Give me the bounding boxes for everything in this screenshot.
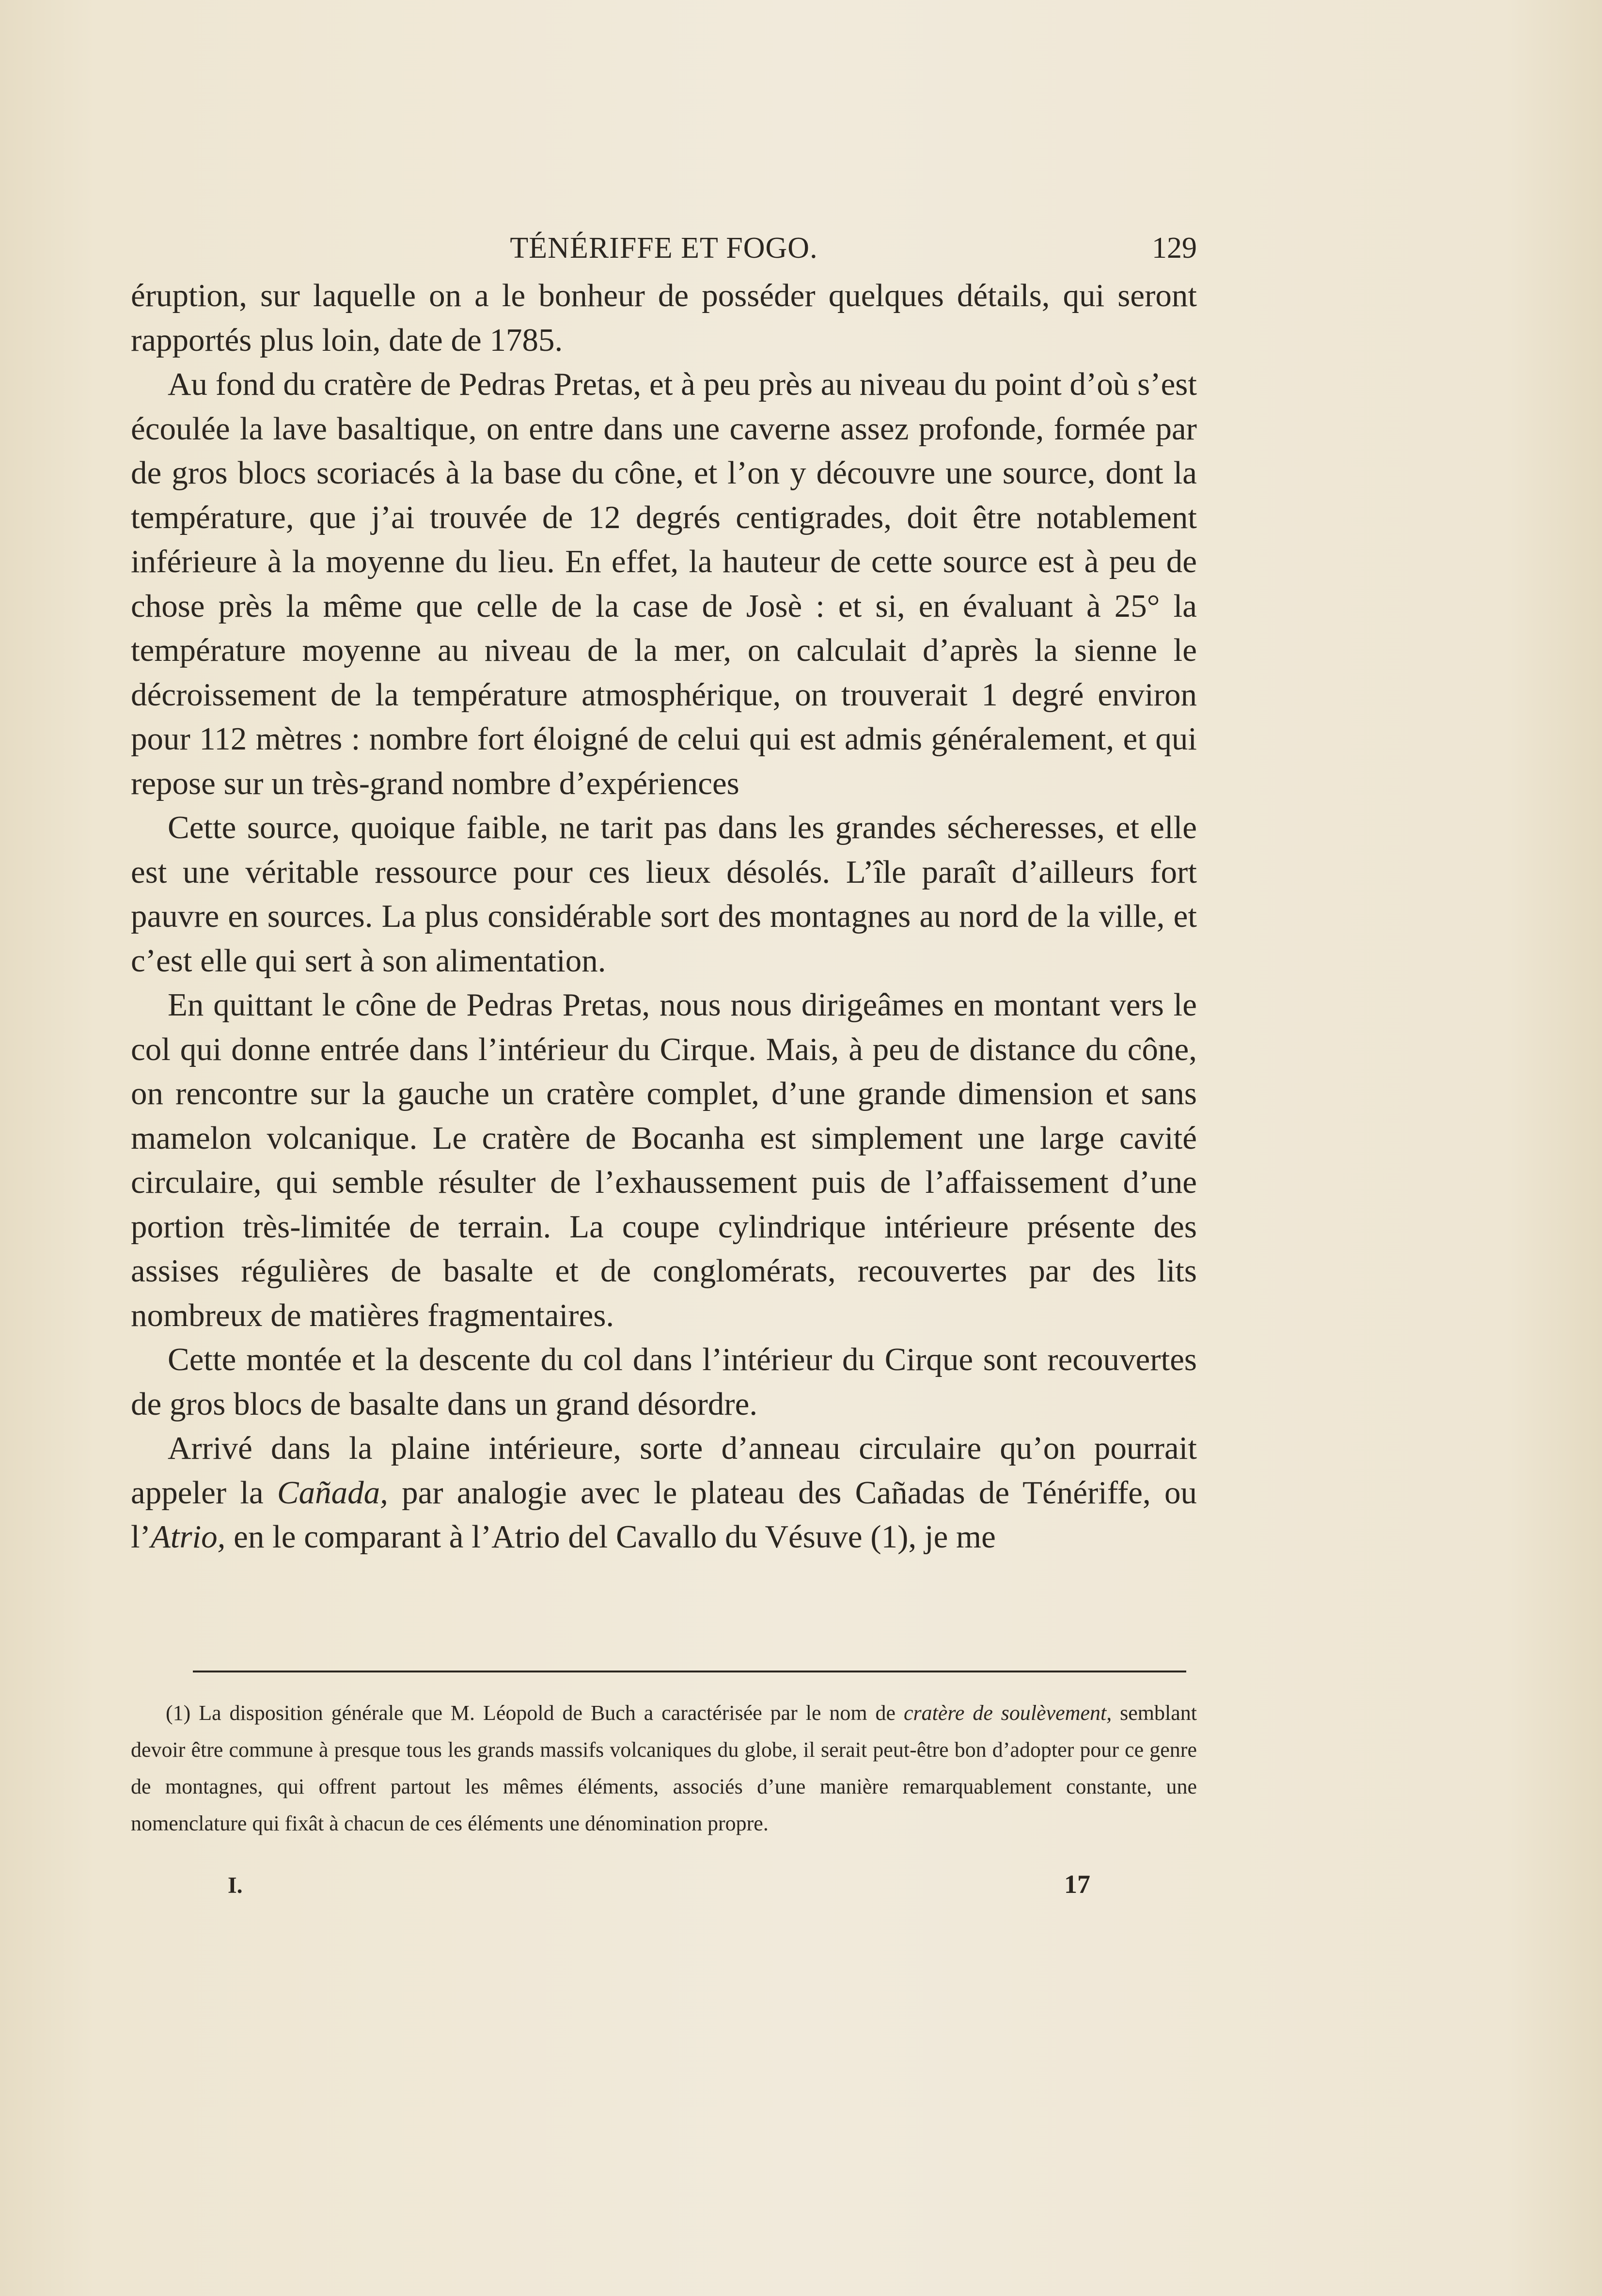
page-header — [131, 224, 1197, 272]
paragraph — [131, 362, 1197, 806]
paragraph — [131, 983, 1197, 1338]
text-span: Arrivé dans la plaine intérieure, sorte d’anneau circulaire qu’on pourrait appeler la — [131, 1430, 1197, 1511]
paragraph — [131, 274, 1197, 362]
page-number: 129 — [1152, 232, 1197, 265]
paragraph — [131, 1426, 1197, 1560]
footnote-paragraph — [131, 1695, 1197, 1842]
text-span: par analogie avec le plateau des Cañadas de Ténériffe, ou l’ — [131, 1474, 1197, 1555]
footnote — [131, 1695, 1197, 1842]
italic-text-span: Cañada, — [277, 1474, 388, 1511]
text-span: en le comparant à l’Atrio del Cavallo du Vésuve (1), je me — [225, 1519, 996, 1555]
signature-volume: I. — [228, 1873, 243, 1898]
italic-text-span: Atrio, — [150, 1519, 226, 1555]
italic-text-span: cratère de soulèvement, — [904, 1701, 1112, 1725]
text-span: En quittant le cône de Pedras Pretas, nous nous dirigeâmes en montant vers le col qui donne entrée dans l’intérieur du Cirque. Mais, à peu de distance du cône, on rencontre sur la gauche un cratère complet, d’une grande dimension et sans mamelon volcanique. Le cratère de Bocanha est simplement une large cavité circulaire, qui semble résulter de l’exhaussement puis de l’affaissement d’une portion très-limitée de terrain. La coupe cylindrique intérieure présente des assises régulières de basalte et de conglomérats, recouvertes par des lits nombreux de matières fragmentaires. — [131, 987, 1197, 1333]
text-span: éruption, sur laquelle on a le bonheur de posséder quelques détails, qui seront rapportés plus loin, date de 1785. — [131, 278, 1197, 358]
running-title: TÉNÉRIFFE ET FOGO. — [510, 232, 818, 265]
text-span: Cette montée et la descente du col dans l’intérieur du Cirque sont recouvertes de gros blocs de basalte dans un grand désordre. — [131, 1342, 1197, 1422]
body-text — [131, 274, 1197, 1560]
text-span: semblant devoir être commune à presque tous les grands massifs volcaniques du globe, il serait peut-être bon d’adopter pour ce genre de montagnes, qui offrent partout les mêmes éléments, associés d’une manière remarquablement constante, une nomenclature qui fixât à chacun de ces éléments une dénomination propre. — [131, 1701, 1197, 1835]
text-span: Cette source, quoique faible, ne tarit pas dans les grandes sécheresses, et elle est une véritable ressource pour ces lieux désolés. L’île paraît d’ailleurs fort pauvre en sources. La plus considérable sort des montagnes au nord de la ville, et c’est elle qui sert à son alimentation. — [131, 810, 1197, 979]
text-span: (1) La disposition générale que M. Léopold de Buch a caractérisée par le nom de — [166, 1701, 904, 1725]
paragraph — [131, 806, 1197, 983]
text-span: Au fond du cratère de Pedras Pretas, et à peu près au niveau du point d’où s’est écoulée la lave basaltique, on entre dans une caverne assez profonde, formée par de gros blocs scoriacés à la base du cône, et l’on y découvre une source, dont la température, que j’ai trouvée de 12 degrés centigrades, doit être notablement inférieure à la moyenne du lieu. En effet, la hauteur de cette source est à peu de chose près la même que celle de la case de Josè : et si, en évaluant à 25° la température moyenne au niveau de la mer, on calculait d’après la sienne le décroissement de la température atmosphérique, on trouverait 1 degré environ pour 112 mètres : nombre fort éloigné de celui qui est admis généralement, et qui repose sur un très-grand nombre d’expériences — [131, 366, 1197, 801]
signature-gathering: 17 — [1064, 1870, 1090, 1899]
paragraph — [131, 1338, 1197, 1426]
footnote-separator — [193, 1671, 1186, 1672]
